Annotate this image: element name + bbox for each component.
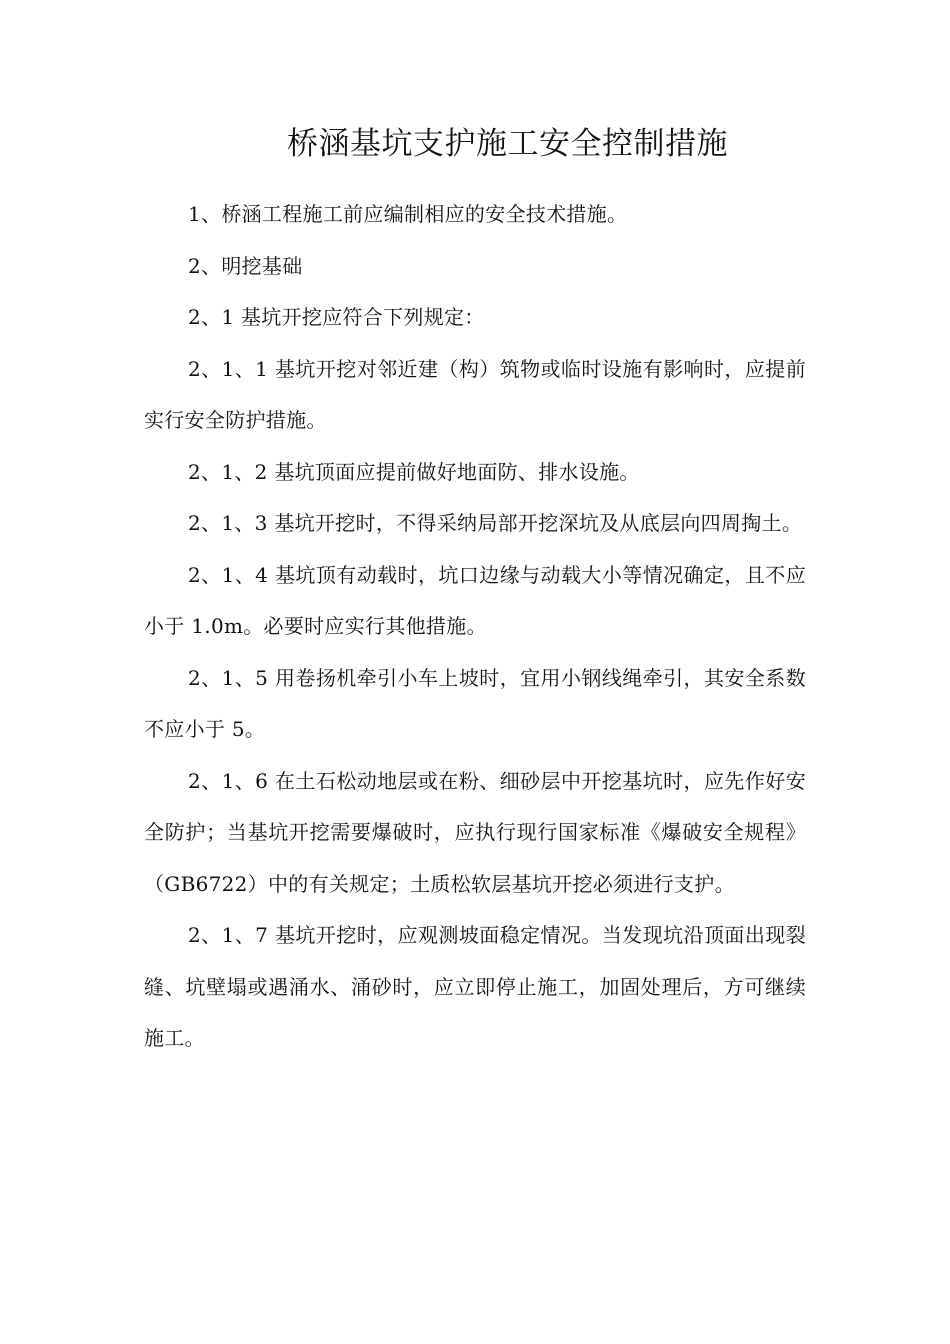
paragraph-2-1-3: 2、1、3 基坑开挖时，不得采纳局部开挖深坑及从底层向四周掏土。 <box>188 511 803 535</box>
paragraph-1: 1、桥涵工程施工前应编制相应的安全技术措施。 <box>188 202 628 226</box>
paragraph-2-1-7: 2、1、7 基坑开挖时，应观测坡面稳定情况。当发现坑沿顶面出现裂缝、坑壁塌或遇涌水、涌砂时，应立即停止施工，加固处理后，方可继续施工。 <box>144 923 806 1050</box>
paragraph-2-1-2: 2、1、2 基坑顶面应提前做好地面防、排水设施。 <box>188 459 640 484</box>
paragraph-2-1-6: 2、1、6 在土石松动地层或在粉、细砂层中开挖基坑时，应先作好安全防护；当基坑开挖需要爆破时，应执行现行国家标准《爆破安全规程》（GB6722）中的有关规定；土质松软层基坑开挖必须进行支护。 <box>144 768 806 896</box>
document-body <box>144 189 806 1065</box>
paragraph-2-1-5: 2、1、5 用卷扬机牵引小车上坡时，宜用小钢线绳牵引，其安全系数不应小于 5。 <box>144 665 806 741</box>
paragraph-2-1: 2、1 基坑开挖应符合下列规定： <box>188 305 485 329</box>
paragraph-2-1-1: 2、1、1 基坑开挖对邻近建（构）筑物或临时设施有影响时，应提前实行安全防护措施。 <box>144 356 806 432</box>
paragraph-2: 2、明挖基础 <box>188 253 303 278</box>
paragraph-2-1-4: 2、1、4 基坑顶有动载时，坑口边缘与动载大小等情况确定，且不应小于 1.0m。必要时应实行其他措施。 <box>144 562 806 638</box>
document-title: 桥涵基坑支护施工安全控制措施 <box>287 126 728 162</box>
